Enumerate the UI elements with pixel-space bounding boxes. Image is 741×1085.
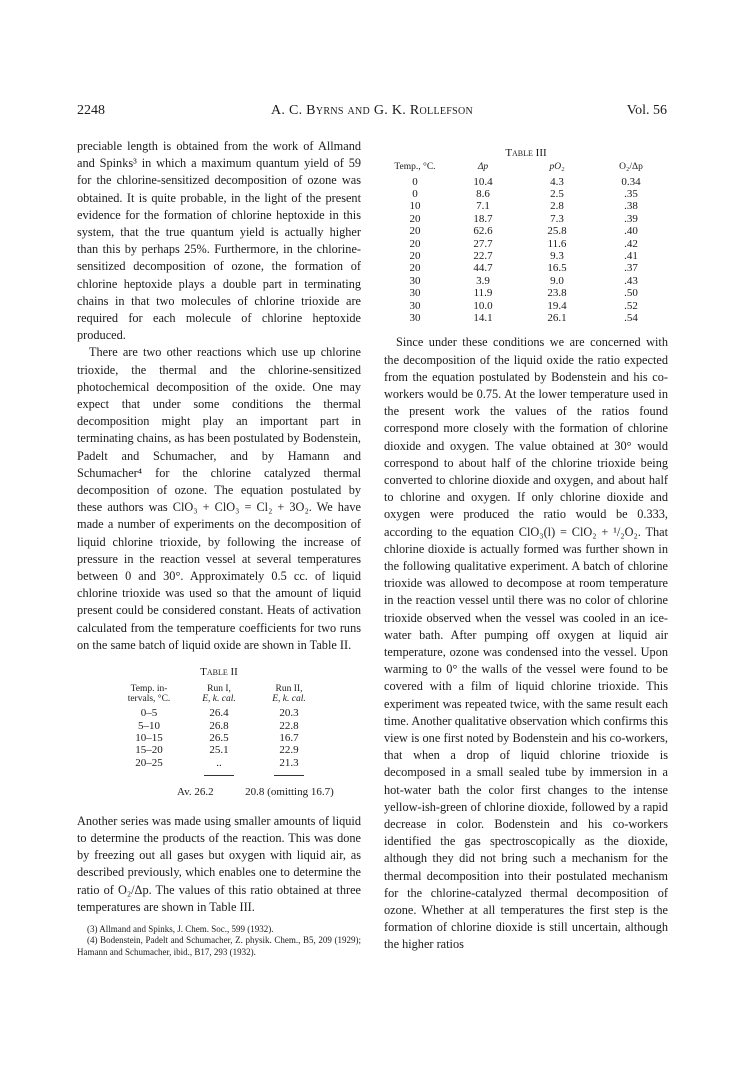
table-cell: 9.0 [550, 274, 564, 287]
table-cell: 30 [409, 299, 421, 312]
table-cell: 19.4 [547, 299, 567, 312]
page-number: 2248 [77, 103, 105, 118]
table-cell: 21.3 [279, 756, 299, 769]
running-header [77, 103, 667, 121]
table-cell: 2.5 [550, 187, 564, 200]
table-cell: 20 [409, 262, 421, 275]
table-3-header-dp: Δp [477, 162, 489, 172]
volume-label: Vol. 56 [626, 103, 667, 118]
table-cell: .35 [624, 187, 638, 200]
table-cell: 0 [412, 175, 418, 188]
table-row [384, 225, 668, 237]
table-cell: 11.9 [473, 287, 493, 300]
sum-rule [274, 775, 304, 778]
table-cell: 20 [409, 212, 421, 225]
table-cell: .. [216, 756, 222, 769]
left-column [77, 138, 361, 958]
table-cell: .38 [624, 200, 638, 213]
table-row [384, 300, 668, 312]
table-cell: 9.3 [550, 249, 564, 262]
table-cell: 44.7 [473, 262, 493, 275]
table-cell: 11.6 [547, 237, 567, 250]
table-2-rule-row [114, 769, 324, 781]
table-cell: 2.8 [550, 200, 564, 213]
table-cell: .52 [624, 299, 638, 312]
table-cell: 20 [409, 249, 421, 262]
table-cell: 0 [412, 187, 418, 200]
table-row [384, 275, 668, 287]
table-cell: 0.34 [621, 175, 641, 188]
table-cell: 20 [409, 225, 421, 238]
left-paragraph-3: Another series was made using smaller amounts of liquid to determine the products of the reaction. This was done by freezing out all gases but oxygen with liquid air, as described previously, which enables one to determine the ratio of O₂/Δp. The values of this ratio obtained at three temperatures are shown in Table III. [77, 813, 361, 914]
table-cell: 62.6 [473, 225, 493, 238]
table-cell: 15–20 [135, 744, 163, 757]
table-cell: 30 [409, 311, 421, 324]
table-cell: 26.5 [209, 731, 229, 744]
table-cell: 26.1 [547, 311, 567, 324]
table-cell: 18.7 [473, 212, 493, 225]
table-cell: 26.8 [209, 719, 229, 732]
table-2-header-row [114, 685, 324, 707]
table-3-header-po2: pO₂ [549, 162, 565, 172]
table-cell: .54 [624, 311, 638, 324]
table-cell: .37 [624, 262, 638, 275]
table-cell: .43 [624, 274, 638, 287]
table-row [114, 720, 324, 732]
table-3-header-ratio: O₂/Δp [619, 162, 643, 172]
table-2-header-run2: Run II, E, k. cal. [272, 684, 306, 704]
table-2 [77, 666, 361, 801]
table-3-grid [384, 163, 668, 324]
table-row [114, 757, 324, 769]
average-run1: 26.2 [194, 785, 214, 798]
footnote-3: (3) Allmand and Spinks, J. Chem. Soc., 599 (1932). [87, 923, 274, 934]
right-paragraph-1: Since under these conditions we are concerned with the decomposition of the liquid oxide the ratio expected from the equation postulated by Bodenstein and his co-workers would be 0.75. At the lower temperature used in the present work the values of the ratios found correspond more closely with the formation of chlorine dioxide and oxygen. The value obtained at 30° would correspond to about half of the chlorine trioxide being converted to chlorine dioxide and oxygen, and about half to chlorine and oxygen. If only chlorine dioxide and oxygen were produced the ratio would be 0.333, according to the equation ClO₃(l) = ClO₂ + ¹/₂O₂. That chlorine dioxide is actually formed was further shown in the following qualitative experiment. A batch of chlorine trioxide was allowed to decompose at room temperature in the reaction vessel until there was no color of chlorine trioxide observed when the vessel was cooled in an ice-water bath. After pumping off oxygen at liquid air temperature, ozone was condensed into the vessel. Upon warming to 0° the walls of the vessel were found to be covered with a film of liquid chlorine trioxide. This experiment was repeated twice, with the same result each time. Another qualitative observation which confirms this view is one first noted by Bodenstein and his co-workers, that when a drop of liquid chlorine trioxide is decomposed in a small sealed tube by immersion in a hot-water bath the color first changes to the intense yellow-ish-green of chlorine dioxide, followed by a rapid decrease in color. Bodenstein and his co-workers identified the gas spectroscopically as the dioxide, although they did not bring such a mechanism for the thermal decomposition into their postulated mechanism for the chlorine-catalyzed thermal decomposition of ozone. Whether at all temperatures the first step is the formation of chlorine dioxide is still uncertain, although the higher ratios [384, 335, 668, 952]
table-cell: 4.3 [550, 175, 564, 188]
table-row [384, 188, 668, 200]
table-row [384, 176, 668, 188]
table-cell: 20.3 [279, 707, 299, 720]
average-label: Av. [177, 785, 192, 798]
table-3-caption: Table III [505, 147, 547, 159]
table-cell: 7.3 [550, 212, 564, 225]
table-3-header-row [384, 163, 668, 176]
table-cell: 22.9 [279, 744, 299, 757]
table-3-header-temp: Temp., °C. [394, 162, 436, 172]
table-cell: 10.0 [473, 299, 493, 312]
table-cell: 7.1 [476, 200, 490, 213]
table-row [384, 312, 668, 324]
table-cell: 25.8 [547, 225, 567, 238]
table-cell: 3.9 [476, 274, 490, 287]
table-2-caption: Table II [200, 666, 238, 679]
table-cell: 10 [409, 200, 421, 213]
table-row [384, 238, 668, 250]
table-cell: .50 [624, 287, 638, 300]
table-cell: 14.1 [473, 311, 493, 324]
table-row [384, 262, 668, 274]
left-paragraph-1: preciable length is obtained from the work of Allmand and Spinks³ in which a maximum quantum yield of 59 for the chlorine-sensitized decomposition of ozone was obtained. It is quite probable, in the light of the present evidence for the formation of chlorine heptoxide in this system, that the true quantum yield is actually higher than this by perhaps 25%. Furthermore, in the chlorine-sensitized decomposition of ozone, the formation of chlorine heptoxide plays a double part in terminating chains in that two molecules of chlorine trioxide are required for each molecule of chlorine heptoxide produced. [77, 139, 361, 343]
table-row [114, 732, 324, 744]
average-run2: 20.8 [245, 785, 265, 798]
table-cell: 10–15 [135, 731, 163, 744]
table-cell: 25.1 [209, 744, 229, 757]
table-cell: 23.8 [547, 287, 567, 300]
right-column [384, 147, 668, 954]
table-cell: 16.5 [547, 262, 567, 275]
table-cell: 22.8 [279, 719, 299, 732]
left-paragraph-2: There are two other reactions which use up chlorine trioxide, the thermal and the chlorine-sensitized photochemical decomposition of the oxide. One may expect that under some conditions the thermal decomposition might play an important part in terminating chains, as has been postulated by Bodenstein, Padelt and Schumacher, and by Hamann and Schumacher⁴ for the chlorine catalyzed thermal decomposition of ozone. The equation postulated by these authors was ClO₃ + ClO₃ = Cl₂ + 3O₂. We have made a number of experiments on the decomposition of liquid chlorine trioxide, by following the increase of pressure in the reaction vessel at several temperatures between 0 and 30°. Approximately 0.5 cc. of liquid chlorine trioxide was used so that the amount of liquid present could be considered constant. Heats of activation calculated from the temperature coefficients for two runs on the same batch of liquid oxide are shown in Table II. [77, 345, 361, 652]
table-cell: 27.7 [473, 237, 493, 250]
footnotes [77, 924, 361, 959]
table-row [114, 744, 324, 756]
table-cell: 26.4 [209, 707, 229, 720]
table-row [384, 213, 668, 225]
table-cell: .42 [624, 237, 638, 250]
table-cell: 30 [409, 287, 421, 300]
table-2-grid [114, 685, 324, 781]
table-cell: 0–5 [140, 707, 158, 720]
table-3 [384, 147, 668, 324]
table-cell: .40 [624, 225, 638, 238]
table-cell: 16.7 [279, 731, 299, 744]
table-row [384, 287, 668, 299]
table-2-average [177, 784, 361, 801]
table-cell: 8.6 [476, 187, 490, 200]
table-row [384, 200, 668, 212]
footnote-4: (4) Bodenstein, Padelt and Schumacher, Z. physik. Chem., B5, 209 (1929); Hamann and Schumacher, ibid., B17, 293 (1932). [77, 935, 361, 957]
table-row [384, 250, 668, 262]
table-cell: 30 [409, 274, 421, 287]
average-note: (omitting 16.7) [267, 785, 334, 798]
sum-rule [204, 775, 234, 778]
table-cell: 20 [409, 237, 421, 250]
table-cell: .39 [624, 212, 638, 225]
table-cell: 5–10 [138, 719, 160, 732]
table-2-header-run1: Run I, E, k. cal. [202, 684, 236, 704]
table-cell: 22.7 [473, 249, 493, 262]
table-cell: 20–25 [135, 756, 163, 769]
table-2-header-interval: Temp. in- tervals, °C. [127, 684, 171, 704]
running-title: A. C. Byrns and G. K. Rollefson [270, 103, 474, 118]
table-row [114, 707, 324, 719]
table-cell: 10.4 [473, 175, 493, 188]
table-cell: .41 [624, 249, 638, 262]
